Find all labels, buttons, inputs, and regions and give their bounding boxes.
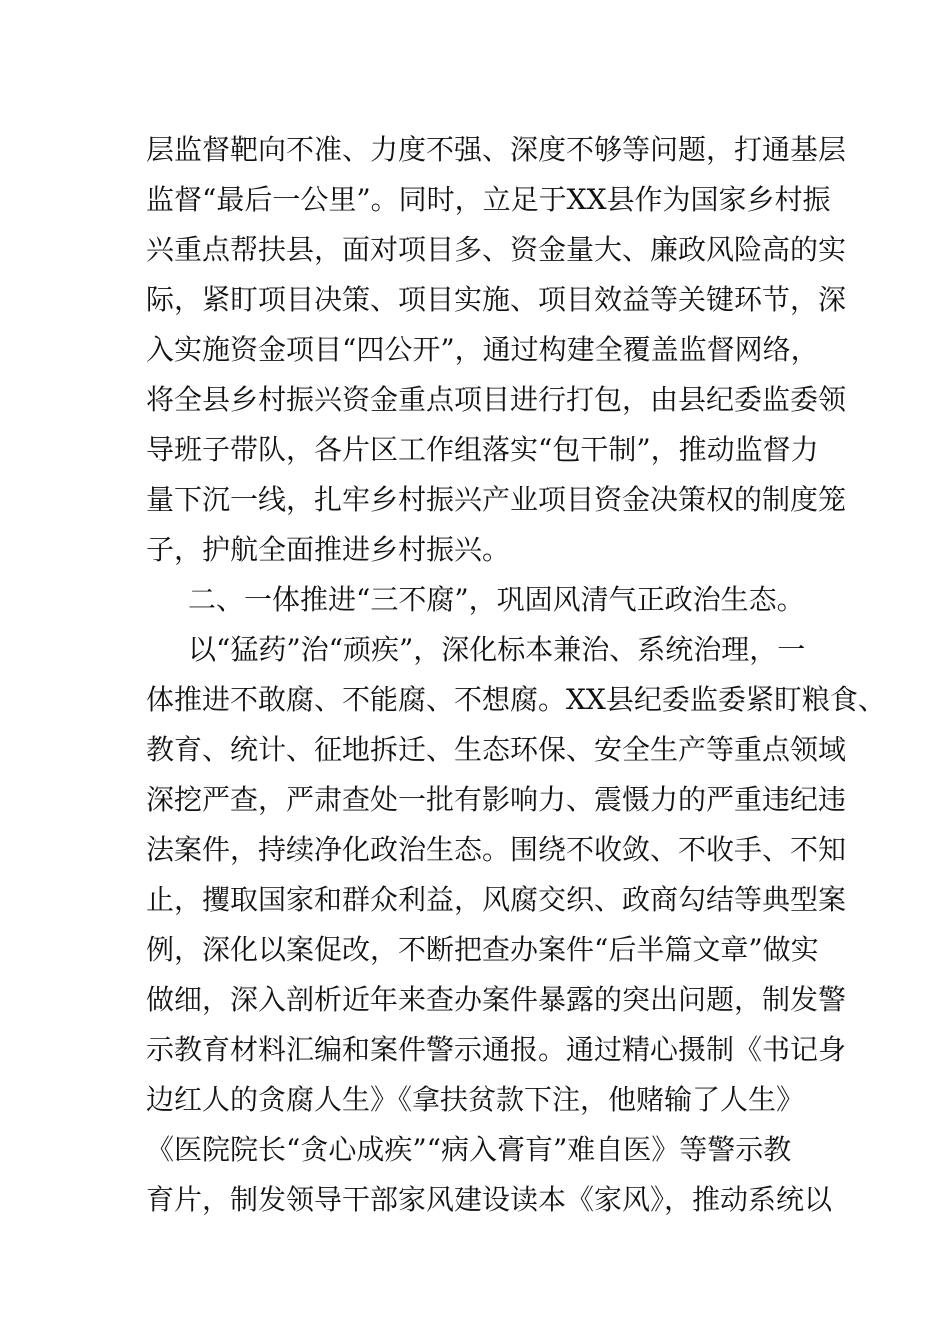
section-heading: 二、一体推进“三不腐”，巩固风清气正政治生态。	[188, 583, 805, 616]
text-line: 导班子带队，各片区工作组落实“包干制”，推动监督力	[146, 433, 819, 466]
text-line: 量下沉一线，扎牢乡村振兴产业项目资金决策权的制度笼	[146, 483, 847, 516]
text-line: 边红人的贪腐人生》《拿扶贫款下注，他赌输了人生》	[146, 1083, 805, 1116]
text-line: 育片，制发领导干部家风建设读本《家风》，推动系统以	[146, 1183, 833, 1216]
text-line: 示教育材料汇编和案件警示通报。通过精心摄制《书记身	[146, 1033, 847, 1066]
text-line: 例，深化以案促改，不断把查办案件“后半篇文章”做实	[146, 933, 819, 966]
text-line: 止，攫取国家和群众利益，风腐交织、政商勾结等典型案	[146, 883, 847, 916]
text-line: 做细，深入剖析近年来查办案件暴露的突出问题，制发警	[146, 983, 847, 1016]
text-line: 子，护航全面推进乡村振兴。	[146, 533, 511, 566]
text-line: 体推进不敢腐、不能腐、不想腐。XX县纪委监委紧盯粮食、	[146, 683, 886, 716]
text-line: 入实施资金项目“四公开”，通过构建全覆盖监督网络，	[146, 333, 819, 366]
text-line: 法案件，持续净化政治生态。围绕不收敛、不收手、不知	[146, 833, 847, 866]
paragraph-first-line: 以“猛药”治“顽疾”，深化标本兼治、系统治理，一	[188, 633, 806, 666]
text-line: 际，紧盯项目决策、项目实施、项目效益等关键环节，深	[146, 283, 847, 316]
text-line: 兴重点帮扶县，面对项目多、资金量大、廉政风险高的实	[146, 233, 847, 266]
text-line: 层监督靶向不准、力度不强、深度不够等问题，打通基层	[146, 133, 847, 166]
text-line: 监督“最后一公里”。同时，立足于XX县作为国家乡村振	[146, 183, 831, 216]
text-line: 《医院院长“贪心成疾”“病入膏肓”难自医》等警示教	[146, 1133, 792, 1166]
text-line: 将全县乡村振兴资金重点项目进行打包，由县纪委监委领	[146, 383, 847, 416]
text-line: 教育、统计、征地拆迁、生态环保、安全生产等重点领域	[146, 733, 847, 766]
text-line: 深挖严查，严肃查处一批有影响力、震慑力的严重违纪违	[146, 783, 847, 816]
